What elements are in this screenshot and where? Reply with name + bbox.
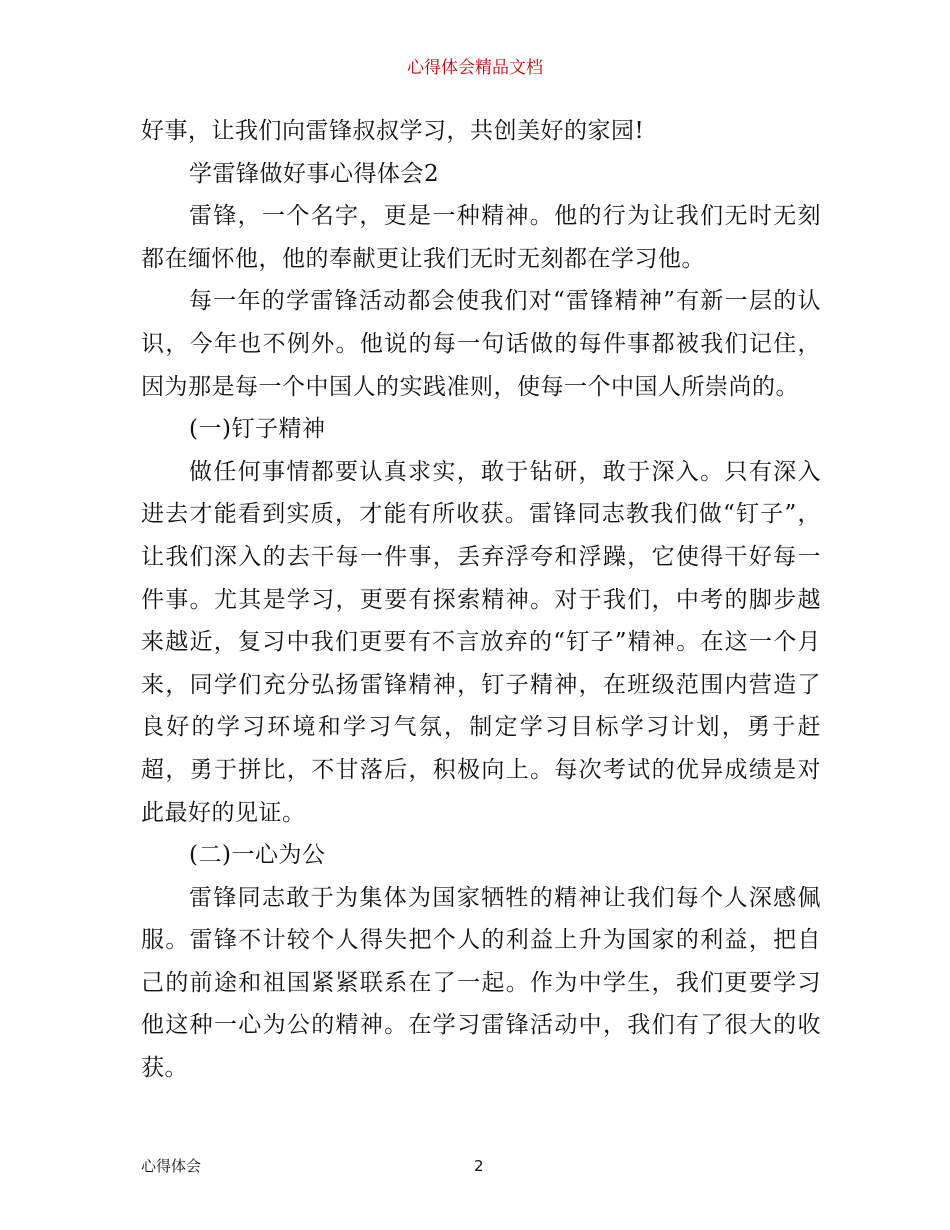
document-body: [141, 110, 821, 1090]
subsection-heading: (二)一心为公: [189, 842, 326, 869]
page-number: 2: [474, 1157, 484, 1175]
paragraph-continuation: 好事，让我们向雷锋叔叔学习，共创美好的家园!: [141, 118, 645, 144]
footer-label: 心得体会: [141, 1157, 202, 1175]
page-footer: [141, 1153, 821, 1179]
section-heading: 学雷锋做好事心得体会2: [189, 160, 440, 187]
paragraph: 雷锋同志敢于为集体为国家牺牲的精神让我们每个人深感佩服。雷锋不计较个人得失把个人的利益上升为国家的利益，把自己的前途和祖国紧紧联系在了一起。作为中学生，我们更要学习他这种一心为公的精神。在学习雷锋活动中，我们有了很大的收获。: [141, 884, 821, 1082]
paragraph: 每一年的学雷锋活动都会使我们对“雷锋精神”有新一层的认识，今年也不例外。他说的每一句话做的每件事都被我们记住，因为那是每一个中国人的实践准则，使每一个中国人所崇尚的。: [141, 288, 821, 400]
page-header-title: 心得体会精品文档: [407, 58, 543, 78]
subsection-heading: (一)钉子精神: [189, 416, 326, 443]
paragraph: 做任何事情都要认真求实，敢于钻研，敢于深入。只有深入进去才能看到实质，才能有所收获。雷锋同志教我们做“钉子”，让我们深入的去干每一件事，丢弃浮夸和浮躁，它使得干好每一件事。尤其是学习，更要有探索精神。对于我们，中考的脚步越来越近，复习中我们更要有不言放弃的“钉子”精神。在这一个月来，同学们充分弘扬雷锋精神，钉子精神，在班级范围内营造了良好的学习环境和学习气氛，制定学习目标学习计划，勇于赶超，勇于拼比，不甘落后，积极向上。每次考试的优异成绩是对此最好的见证。: [141, 458, 821, 826]
paragraph: 雷锋，一个名字，更是一种精神。他的行为让我们无时无刻都在缅怀他，他的奉献更让我们无时无刻都在学习他。: [141, 203, 821, 272]
